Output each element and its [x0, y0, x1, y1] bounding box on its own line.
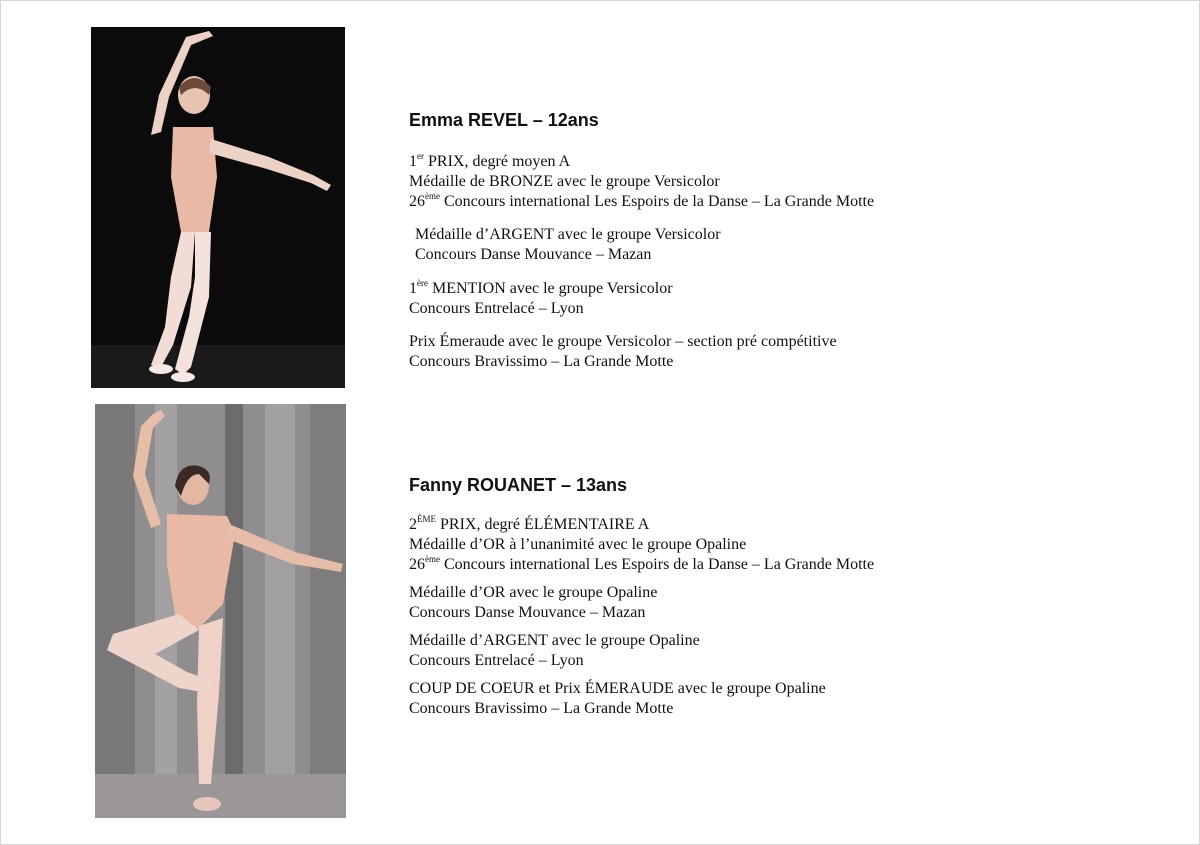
award-block	[409, 279, 874, 319]
award-block	[409, 152, 874, 212]
dancer-photo-fanny	[95, 404, 346, 818]
award-line: Médaille d’OR avec le groupe Opaline	[409, 584, 658, 601]
award-block	[409, 679, 874, 719]
award-line: Concours Bravissimo – La Grande Motte	[409, 700, 674, 717]
award-line: COUP DE COEUR et Prix ÉMERAUDE avec le groupe Opaline	[409, 680, 826, 697]
dancer-name: Emma REVEL – 12ans	[409, 110, 599, 130]
award-line: Concours Entrelacé – Lyon	[409, 652, 584, 669]
award-line: Médaille d’OR à l’unanimité avec le groupe Opaline	[409, 536, 747, 553]
award-line: 2ÈME PRIX, degré ÉLÉMENTAIRE A	[409, 514, 650, 533]
award-line: Concours Entrelacé – Lyon	[409, 300, 584, 317]
award-line: 26ème Concours international Les Espoirs de la Danse – La Grande Motte	[409, 191, 875, 210]
award-line: 1ère MENTION avec le groupe Versicolor	[409, 278, 673, 297]
award-line: Concours Bravissimo – La Grande Motte	[409, 353, 674, 370]
award-block	[409, 583, 874, 623]
award-line: 26ème Concours international Les Espoirs de la Danse – La Grande Motte	[409, 554, 875, 573]
award-line: Médaille d’ARGENT avec le groupe Opaline	[409, 632, 700, 649]
award-line: Médaille de BRONZE avec le groupe Versicolor	[409, 173, 720, 190]
award-line: Prix Émeraude avec le groupe Versicolor – section pré compétitive	[409, 333, 837, 350]
dancer-photo-emma	[91, 27, 345, 388]
award-block	[409, 225, 874, 265]
award-block	[409, 332, 874, 372]
award-line: Concours Danse Mouvance – Mazan	[409, 604, 646, 621]
award-line: Concours Danse Mouvance – Mazan	[415, 246, 652, 263]
dancer-entry-emma	[409, 108, 874, 372]
dancer-entry-fanny	[409, 473, 874, 719]
award-line: 1er PRIX, degré moyen A	[409, 151, 571, 170]
award-block	[409, 515, 874, 575]
award-line: Médaille d’ARGENT avec le groupe Versicolor	[415, 226, 721, 243]
award-block	[409, 631, 874, 671]
dancer-name: Fanny ROUANET – 13ans	[409, 475, 628, 495]
